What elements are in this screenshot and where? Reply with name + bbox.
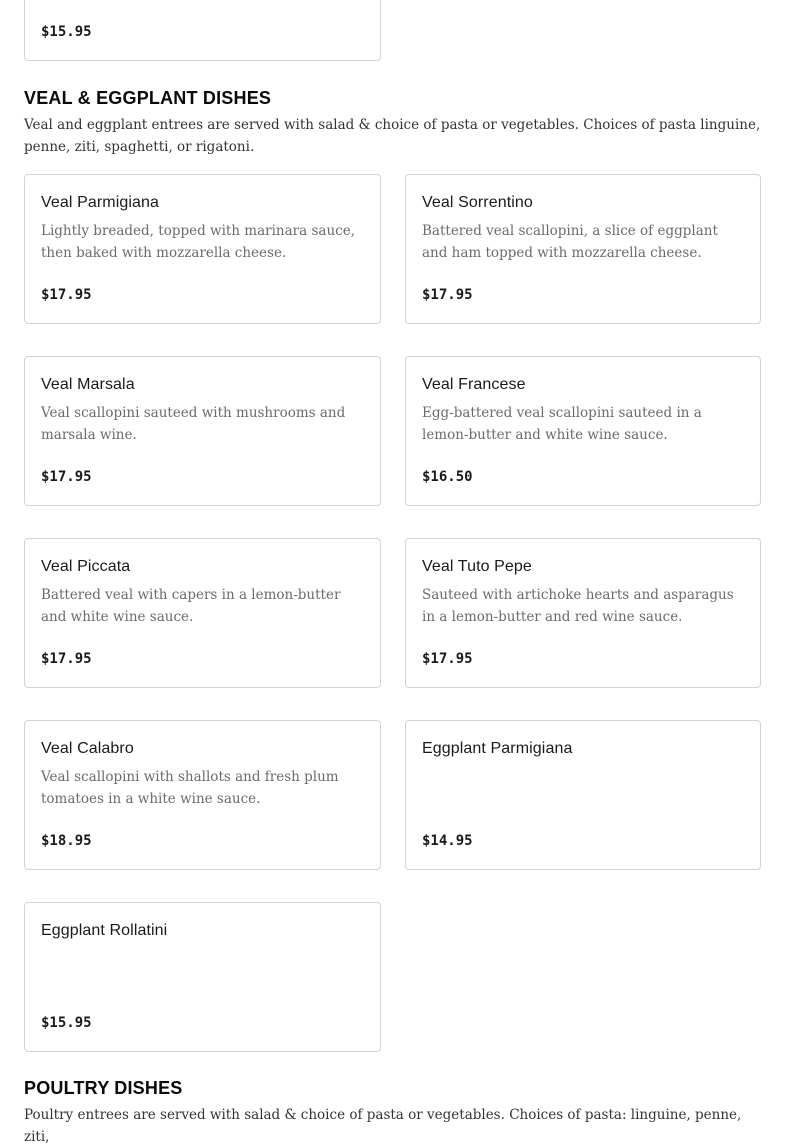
menu-item-card[interactable] (24, 902, 381, 1052)
menu-item-price: $16.50 (422, 469, 473, 485)
menu-item-name: Veal Francese (422, 376, 526, 393)
menu-item-description: Battered veal scallopini, a slice of eggplant and ham topped with mozzarella cheese. (422, 223, 718, 261)
section-description-veal: Veal and eggplant entrees are served with salad & choice of pasta or vegetables. Choices of pasta linguine, penne, ziti, spaghetti, or rigatoni. (24, 117, 761, 155)
menu-item-card[interactable] (405, 720, 761, 870)
menu-item-price: $15.95 (41, 1015, 92, 1031)
menu-item-description: Lightly breaded, topped with marinara sauce, then baked with mozzarella cheese. (41, 223, 355, 261)
menu-item-description: Veal scallopini sauteed with mushrooms and marsala wine. (41, 405, 346, 443)
menu-item-name: Veal Piccata (41, 558, 131, 575)
menu-item-price: $17.95 (41, 469, 92, 485)
menu-item-description: Veal scallopini with shallots and fresh plum tomatoes in a white wine sauce. (41, 769, 339, 807)
menu-item-card[interactable] (24, 0, 381, 61)
menu-item-card[interactable] (405, 174, 761, 324)
menu-item-card[interactable] (24, 356, 381, 506)
menu-item-name: Veal Tuto Pepe (422, 558, 532, 575)
menu-item-price: $15.95 (41, 24, 92, 40)
menu-item-price: $17.95 (422, 651, 473, 667)
menu-item-description: Egg-battered veal scallopini sauteed in a lemon-butter and white wine sauce. (422, 405, 702, 443)
menu-item-price: $17.95 (41, 651, 92, 667)
section-title-poultry: POULTRY DISHES (24, 1078, 183, 1098)
menu-item-name: Eggplant Rollatini (41, 922, 168, 939)
menu-item-price: $17.95 (41, 287, 92, 303)
menu-item-name: Eggplant Parmigiana (422, 740, 573, 757)
menu-item-description: Battered veal with capers in a lemon-butter and white wine sauce. (41, 587, 341, 625)
menu-item-card[interactable] (24, 174, 381, 324)
menu-item-card[interactable] (24, 720, 381, 870)
menu-item-card[interactable] (405, 538, 761, 688)
menu-item-price: $17.95 (422, 287, 473, 303)
menu-item-name: Veal Marsala (41, 376, 135, 393)
menu-item-name: Veal Sorrentino (422, 194, 533, 211)
menu-item-description: Sauteed with artichoke hearts and asparagus in a lemon-butter and red wine sauce. (422, 587, 734, 625)
menu-item-card[interactable] (24, 538, 381, 688)
menu-item-price: $18.95 (41, 833, 92, 849)
section-description-poultry: Poultry entrees are served with salad & choice of pasta or vegetables. Choices of pasta: linguine, penne, ziti, (24, 1107, 742, 1145)
menu-item-name: Veal Parmigiana (41, 194, 160, 211)
menu-item-price: $14.95 (422, 833, 473, 849)
section-title-veal: VEAL & EGGPLANT DISHES (24, 88, 272, 108)
menu-item-name: Veal Calabro (41, 740, 134, 757)
menu-item-card[interactable] (405, 356, 761, 506)
